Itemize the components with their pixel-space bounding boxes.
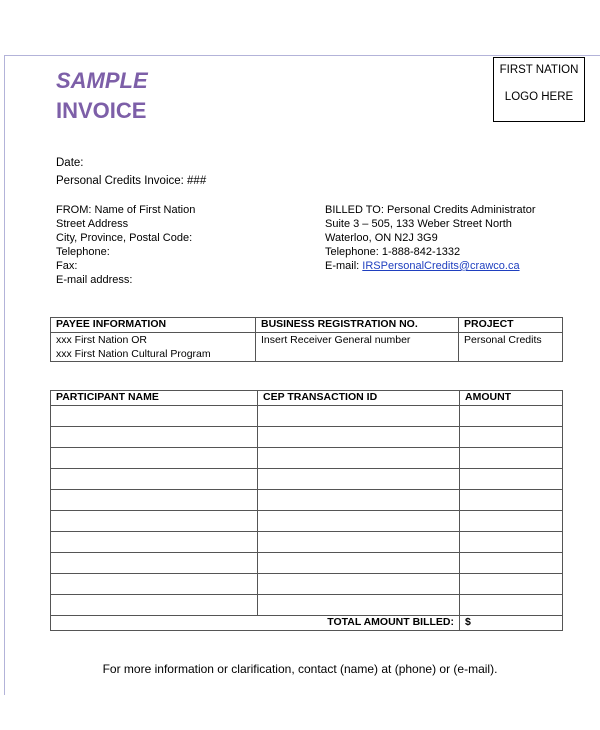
payee-info-line1: xxx First Nation OR	[56, 334, 148, 346]
from-line-name: FROM: Name of First Nation	[56, 204, 196, 216]
total-amount-label: TOTAL AMOUNT BILLED:	[51, 616, 460, 631]
participant-name-cell[interactable]	[51, 595, 258, 616]
payee-header-project: PROJECT	[459, 318, 563, 333]
participant-name-cell[interactable]	[51, 406, 258, 427]
participant-name-cell[interactable]	[51, 511, 258, 532]
amount-cell[interactable]	[460, 532, 563, 553]
page-border-left	[4, 55, 5, 695]
cep-id-cell[interactable]	[258, 448, 460, 469]
payee-info-line2: xxx First Nation Cultural Program	[56, 348, 211, 360]
cep-id-cell[interactable]	[258, 595, 460, 616]
cep-id-cell[interactable]	[258, 490, 460, 511]
logo-text-line2: LOGO HERE	[504, 91, 574, 103]
cep-id-cell[interactable]	[258, 427, 460, 448]
invoice-number-label: Personal Credits Invoice: ###	[56, 175, 207, 187]
logo-text-line1: FIRST NATION	[499, 64, 579, 76]
payee-table-row	[51, 333, 563, 362]
payee-header-business-reg: BUSINESS REGISTRATION NO.	[256, 318, 459, 333]
footer-contact-note: For more information or clarification, contact (name) at (phone) or (e-mail).	[102, 662, 498, 676]
from-line-city: City, Province, Postal Code:	[56, 232, 193, 244]
participant-table-row	[51, 490, 563, 511]
invoice-title-invoice: INVOICE	[56, 98, 147, 123]
participant-table	[50, 390, 563, 631]
amount-cell[interactable]	[460, 427, 563, 448]
participant-table-row	[51, 553, 563, 574]
amount-cell[interactable]	[460, 595, 563, 616]
billed-to-line1: BILLED TO: Personal Credits Administrator	[325, 204, 536, 216]
participant-header-name: PARTICIPANT NAME	[51, 391, 258, 406]
cep-id-cell[interactable]	[258, 532, 460, 553]
amount-cell[interactable]	[460, 574, 563, 595]
from-line-telephone: Telephone:	[56, 246, 110, 258]
cep-id-cell[interactable]	[258, 574, 460, 595]
payee-info-cell[interactable]	[51, 333, 256, 362]
payee-table	[50, 317, 563, 362]
amount-cell[interactable]	[460, 469, 563, 490]
business-reg-cell[interactable]: Insert Receiver General number	[256, 333, 459, 362]
payee-header-payee-info: PAYEE INFORMATION	[51, 318, 256, 333]
billed-to-email-label: E-mail:	[325, 260, 363, 272]
participant-table-row	[51, 574, 563, 595]
total-amount-value[interactable]: $	[460, 616, 563, 631]
billed-to-email-link[interactable]: IRSPersonalCredits@crawco.ca	[362, 260, 520, 272]
date-label: Date:	[56, 157, 84, 169]
participant-table-row	[51, 595, 563, 616]
project-cell[interactable]: Personal Credits	[459, 333, 563, 362]
participant-name-cell[interactable]	[51, 574, 258, 595]
amount-cell[interactable]	[460, 406, 563, 427]
amount-cell[interactable]	[460, 553, 563, 574]
participant-table-row	[51, 511, 563, 532]
cep-id-cell[interactable]	[258, 511, 460, 532]
participant-name-cell[interactable]	[51, 490, 258, 511]
participant-table-row	[51, 406, 563, 427]
amount-cell[interactable]	[460, 448, 563, 469]
participant-table-row	[51, 532, 563, 553]
participant-name-cell[interactable]	[51, 448, 258, 469]
total-row	[51, 616, 563, 631]
cep-id-cell[interactable]	[258, 406, 460, 427]
participant-table-row	[51, 469, 563, 490]
amount-cell[interactable]	[460, 511, 563, 532]
from-line-email: E-mail address:	[56, 274, 133, 286]
cep-id-cell[interactable]	[258, 553, 460, 574]
participant-name-cell[interactable]	[51, 427, 258, 448]
billed-to-line3: Waterloo, ON N2J 3G9	[325, 232, 438, 244]
payee-table-header-row	[51, 318, 563, 333]
page-border-top	[4, 55, 600, 56]
billed-to-line2: Suite 3 – 505, 133 Weber Street North	[325, 218, 512, 230]
participant-header-cep-id: CEP TRANSACTION ID	[258, 391, 460, 406]
billed-to-telephone: Telephone: 1-888-842-1332	[325, 246, 461, 258]
invoice-title-sample: SAMPLE	[56, 68, 148, 93]
participant-name-cell[interactable]	[51, 553, 258, 574]
participant-table-row	[51, 448, 563, 469]
participant-name-cell[interactable]	[51, 469, 258, 490]
participant-table-header-row	[51, 391, 563, 406]
cep-id-cell[interactable]	[258, 469, 460, 490]
from-line-fax: Fax:	[56, 260, 78, 272]
logo-placeholder-box	[493, 57, 585, 122]
billed-to-email-row	[325, 260, 520, 272]
amount-cell[interactable]	[460, 490, 563, 511]
participant-name-cell[interactable]	[51, 532, 258, 553]
participant-table-row	[51, 427, 563, 448]
from-line-street: Street Address	[56, 218, 129, 230]
participant-header-amount: AMOUNT	[460, 391, 563, 406]
